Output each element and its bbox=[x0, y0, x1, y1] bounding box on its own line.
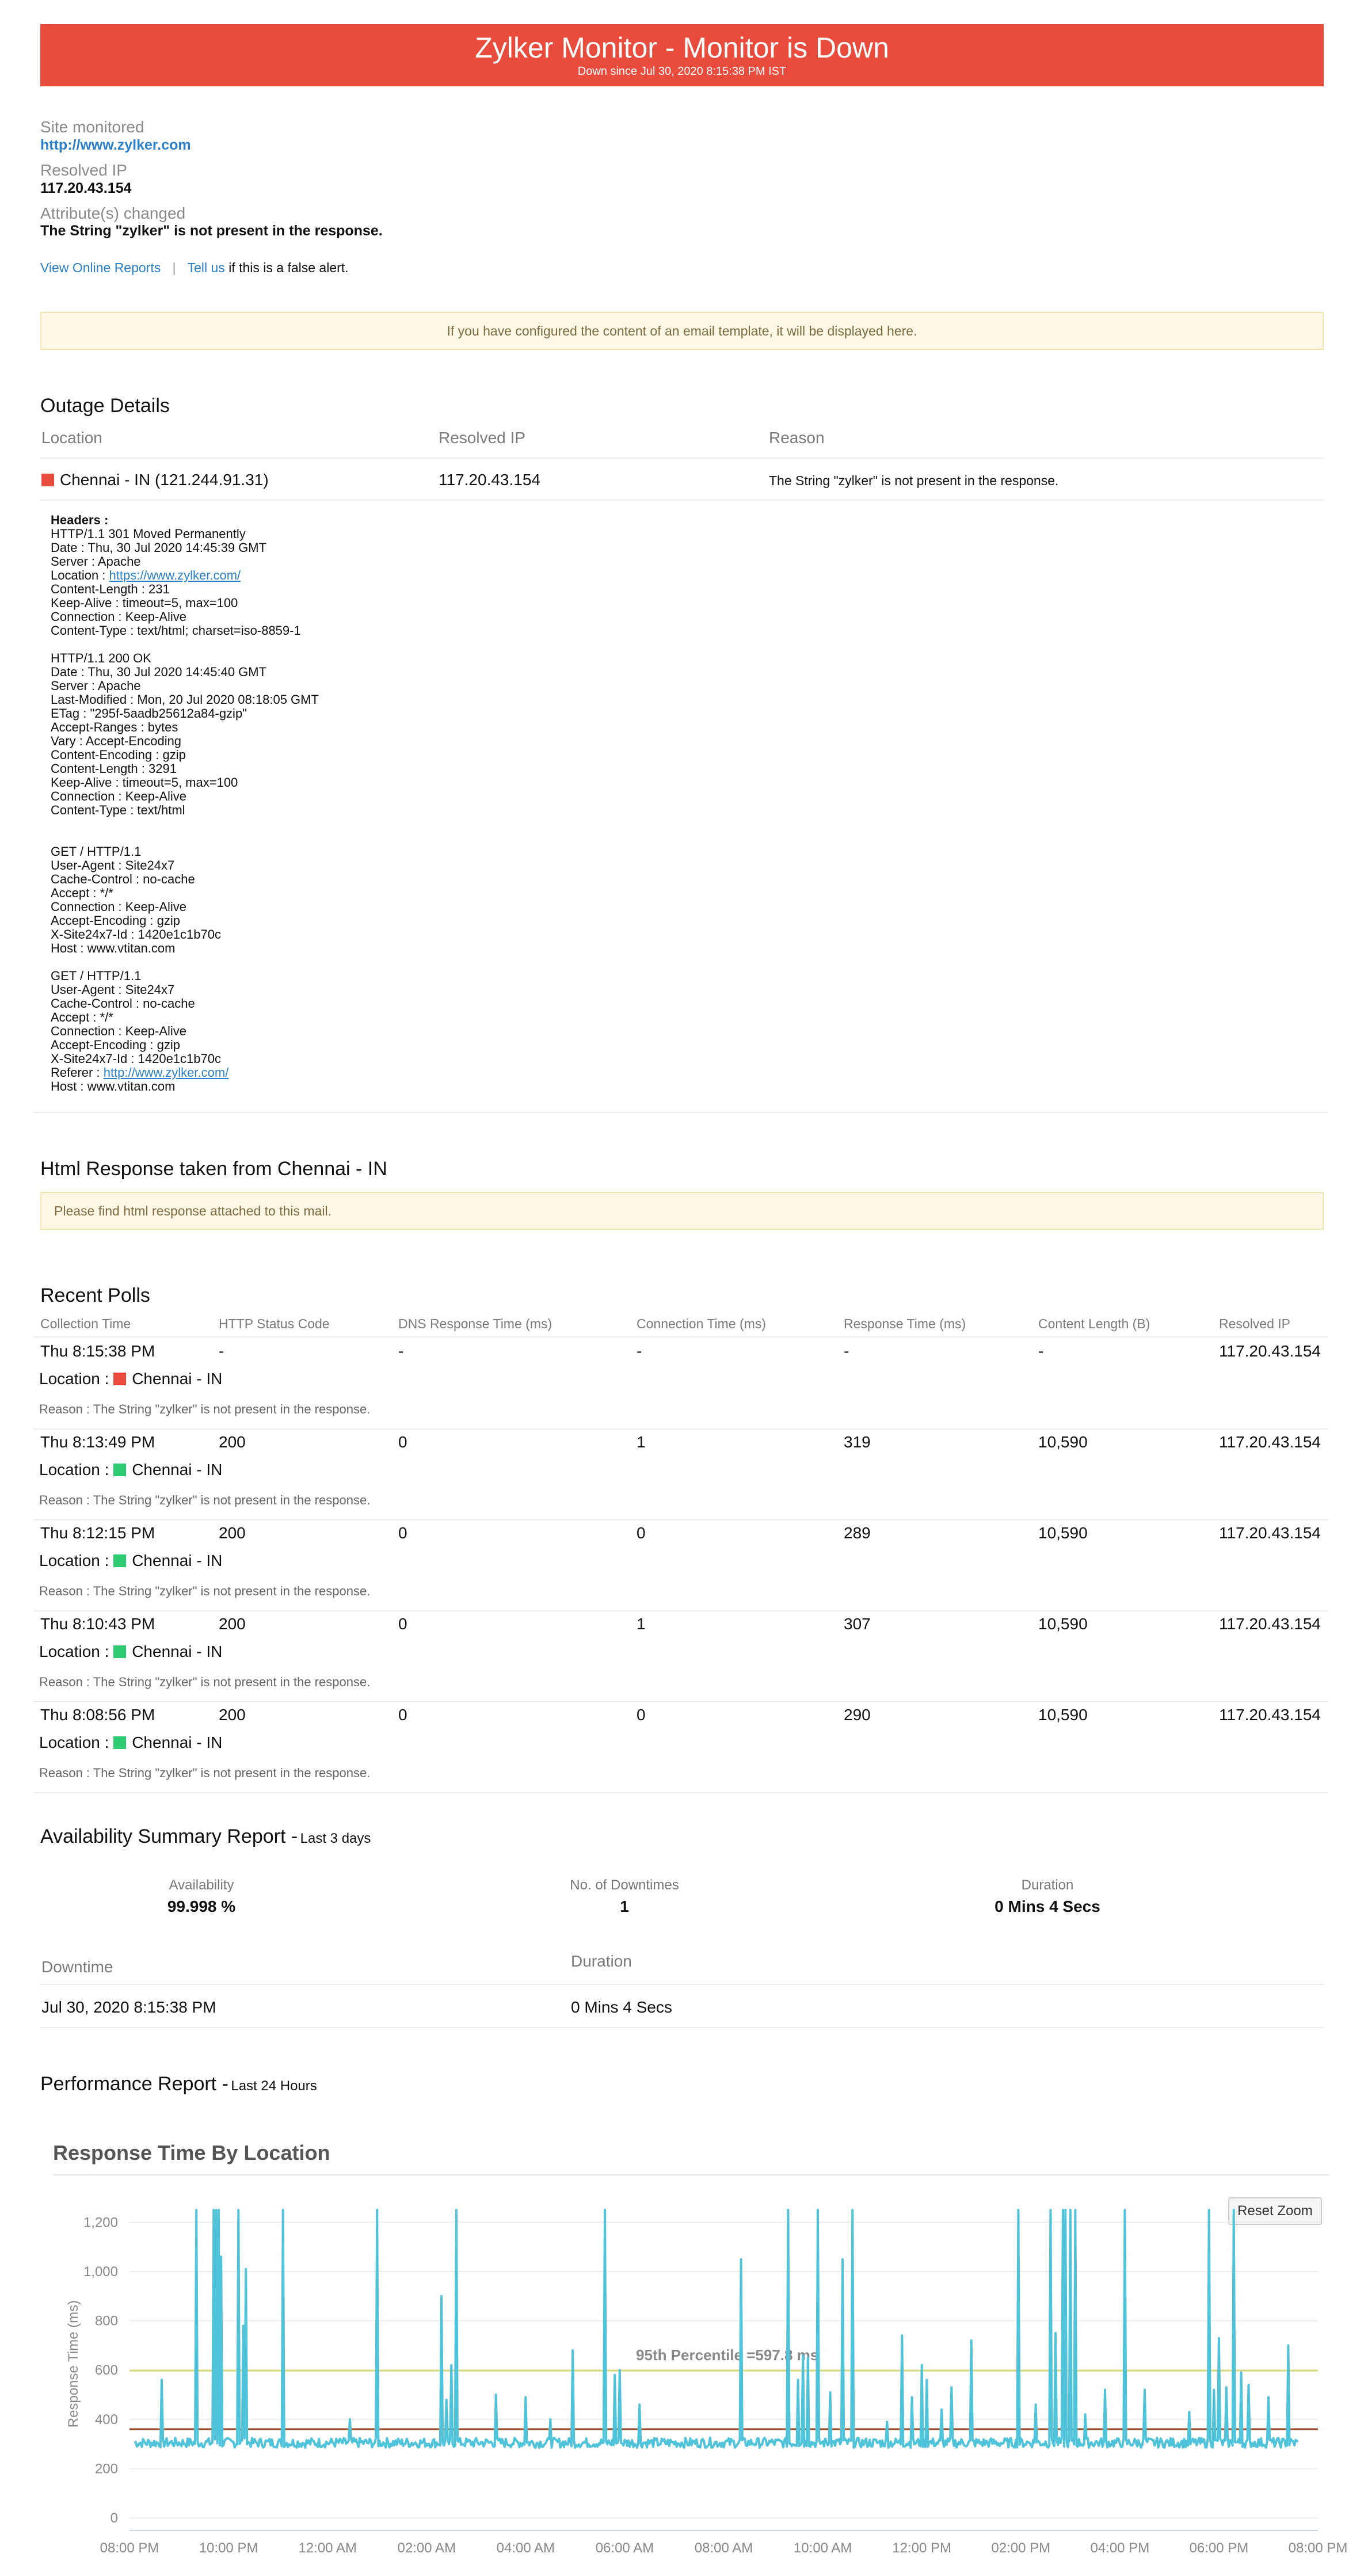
polls-col-header: Content Length (B) bbox=[1038, 1316, 1150, 1331]
poll-cell-time: Thu 8:08:56 PM bbox=[40, 1706, 155, 1724]
headers-block-4: GET / HTTP/1.1 User-Agent : Site24x7 Cache-Control : no-cache Accept : */* Connection : Keep-Alive Accept-Encoding : gzip X-Site24x7-Id : 1420e1c1b70c Referer : bbox=[51, 969, 221, 1080]
duration-value: 0 Mins 4 Secs bbox=[995, 1897, 1100, 1915]
headers-block-1-rest: Content-Length : 231 Keep-Alive : timeout=5, max=100 Connection : Keep-Alive Content-Type : text/html; charset=iso-8859-1 bbox=[51, 582, 301, 638]
poll-cell-dns: - bbox=[398, 1342, 404, 1360]
poll-location bbox=[39, 1733, 222, 1752]
performance-title: Performance Report - bbox=[40, 2073, 228, 2095]
x-tick-label: 08:00 PM bbox=[100, 2540, 159, 2556]
poll-location-prefix: Location : bbox=[39, 1643, 114, 1660]
x-tick-label: 02:00 AM bbox=[397, 2540, 456, 2556]
site-monitored-label: Site monitored bbox=[40, 118, 144, 136]
poll-cell-conn: 0 bbox=[637, 1706, 646, 1724]
y-tick-label: 600 bbox=[94, 2362, 118, 2379]
headers-block-4-rest: Host : www.vtitan.com bbox=[51, 1079, 176, 1093]
poll-cell-time: Thu 8:12:15 PM bbox=[40, 1524, 155, 1542]
availability-label: Availability bbox=[169, 1877, 234, 1893]
poll-cell-conn: 1 bbox=[637, 1433, 646, 1451]
duration-label: Duration bbox=[1021, 1877, 1074, 1893]
divider bbox=[33, 1610, 1328, 1611]
poll-reason: Reason : The String "zylker" is not present in the response. bbox=[39, 1493, 371, 1507]
redirect-location-link[interactable]: https://www.zylker.com/ bbox=[109, 568, 241, 582]
poll-reason: Reason : The String "zylker" is not present in the response. bbox=[39, 1766, 371, 1780]
x-tick-label: 12:00 PM bbox=[892, 2540, 952, 2556]
y-tick-label: 200 bbox=[94, 2461, 118, 2477]
divider bbox=[40, 500, 1324, 501]
y-tick-label: 0 bbox=[110, 2510, 118, 2526]
divider bbox=[40, 1984, 1324, 1985]
status-square bbox=[113, 1373, 126, 1385]
html-response-notice: Please find html response attached to this mail. bbox=[40, 1192, 1324, 1230]
response-time-chart[interactable] bbox=[0, 2187, 1364, 2576]
poll-location bbox=[39, 1643, 222, 1661]
x-tick-label: 10:00 AM bbox=[793, 2540, 852, 2556]
outage-reason: The String "zylker" is not present in the response. bbox=[769, 473, 1059, 488]
x-tick-label: 08:00 AM bbox=[694, 2540, 753, 2556]
link-separator: | bbox=[172, 260, 176, 275]
x-tick-label: 02:00 PM bbox=[991, 2540, 1051, 2556]
alert-title: Zylker Monitor - Monitor is Down bbox=[475, 32, 889, 64]
poll-cell-len: - bbox=[1038, 1342, 1044, 1360]
divider bbox=[33, 1519, 1328, 1521]
poll-reason: Reason : The String "zylker" is not present in the response. bbox=[39, 1402, 371, 1416]
poll-cell-status: 200 bbox=[219, 1706, 246, 1724]
alert-links bbox=[40, 260, 349, 276]
poll-location-prefix: Location : bbox=[39, 1733, 114, 1751]
poll-cell-time: Thu 8:13:49 PM bbox=[40, 1433, 155, 1451]
poll-cell-ip: 117.20.43.154 bbox=[1219, 1524, 1321, 1542]
polls-col-header: Collection Time bbox=[40, 1316, 131, 1331]
downtime-value: Jul 30, 2020 8:15:38 PM bbox=[41, 1998, 216, 2016]
polls-col-header: DNS Response Time (ms) bbox=[398, 1316, 553, 1331]
response-headers-block bbox=[51, 513, 319, 1093]
poll-cell-resp: - bbox=[844, 1342, 849, 1360]
downtime-col: Downtime bbox=[41, 1958, 113, 1976]
outage-location-text: Chennai - IN (121.244.91.31) bbox=[60, 471, 269, 489]
divider bbox=[33, 1336, 1328, 1337]
duration-col: Duration bbox=[571, 1952, 632, 1970]
poll-cell-ip: 117.20.43.154 bbox=[1219, 1615, 1321, 1633]
x-tick-label: 12:00 AM bbox=[298, 2540, 357, 2556]
poll-cell-conn: 1 bbox=[637, 1615, 646, 1633]
chart-title: Response Time By Location bbox=[53, 2141, 330, 2165]
divider bbox=[33, 1701, 1328, 1702]
poll-reason: Reason : The String "zylker" is not present in the response. bbox=[39, 1584, 371, 1598]
poll-location-name: Chennai - IN bbox=[132, 1370, 223, 1388]
status-square bbox=[113, 1645, 126, 1658]
poll-location-name: Chennai - IN bbox=[132, 1733, 223, 1751]
outage-ip: 117.20.43.154 bbox=[439, 471, 540, 489]
status-square bbox=[113, 1554, 126, 1567]
polls-col-header: Resolved IP bbox=[1219, 1316, 1291, 1331]
poll-cell-status: - bbox=[219, 1342, 224, 1360]
x-tick-label: 08:00 PM bbox=[1288, 2540, 1348, 2556]
poll-cell-conn: - bbox=[637, 1342, 642, 1360]
poll-location bbox=[39, 1552, 222, 1570]
attributes-changed-value: The String "zylker" is not present in the response. bbox=[40, 223, 383, 239]
response-time-series-line bbox=[135, 2210, 1298, 2448]
poll-location-prefix: Location : bbox=[39, 1370, 114, 1388]
poll-cell-dns: 0 bbox=[398, 1615, 407, 1633]
false-alert-text: if this is a false alert. bbox=[228, 260, 349, 275]
headers-block-1: HTTP/1.1 301 Moved Permanently Date : Thu, 30 Jul 2020 14:45:39 GMT Server : Apache Location : bbox=[51, 527, 267, 582]
poll-cell-dns: 0 bbox=[398, 1433, 407, 1451]
downtimes-value: 1 bbox=[620, 1897, 629, 1915]
referer-link[interactable]: http://www.zylker.com/ bbox=[103, 1065, 229, 1080]
poll-location bbox=[39, 1370, 222, 1388]
availability-heading bbox=[40, 1826, 371, 1848]
attributes-changed-label: Attribute(s) changed bbox=[40, 204, 186, 222]
performance-heading bbox=[40, 2073, 317, 2095]
y-tick-label: 400 bbox=[94, 2411, 118, 2428]
status-square bbox=[113, 1736, 126, 1749]
poll-cell-dns: 0 bbox=[398, 1706, 407, 1724]
poll-cell-resp: 290 bbox=[844, 1706, 871, 1724]
poll-cell-len: 10,590 bbox=[1038, 1433, 1088, 1451]
availability-range: Last 3 days bbox=[300, 1831, 371, 1846]
email-template-notice: If you have configured the content of an email template, it will be displayed here. bbox=[40, 312, 1324, 350]
polls-col-header: Connection Time (ms) bbox=[637, 1316, 766, 1331]
down-status-square bbox=[41, 474, 54, 486]
outage-col-reason: Reason bbox=[769, 429, 825, 447]
recent-polls-title: Recent Polls bbox=[40, 1285, 150, 1306]
chart-title-divider bbox=[53, 2174, 1329, 2175]
poll-cell-ip: 117.20.43.154 bbox=[1219, 1433, 1321, 1451]
poll-reason: Reason : The String "zylker" is not present in the response. bbox=[39, 1675, 371, 1689]
headers-label: Headers : bbox=[51, 513, 109, 527]
tell-us-link[interactable]: Tell us bbox=[187, 260, 225, 275]
x-tick-label: 10:00 PM bbox=[199, 2540, 258, 2556]
outage-location bbox=[41, 471, 269, 489]
poll-cell-resp: 319 bbox=[844, 1433, 871, 1451]
outage-details-title: Outage Details bbox=[40, 395, 170, 417]
divider bbox=[33, 1792, 1328, 1793]
alert-banner bbox=[40, 24, 1324, 86]
y-tick-label: 1,000 bbox=[83, 2264, 118, 2280]
performance-range: Last 24 Hours bbox=[231, 2078, 317, 2094]
reset-zoom-button[interactable]: Reset Zoom bbox=[1228, 2197, 1322, 2225]
poll-cell-time: Thu 8:15:38 PM bbox=[40, 1342, 155, 1360]
y-axis-label: Response Time (ms) bbox=[66, 2300, 81, 2428]
x-tick-label: 04:00 AM bbox=[496, 2540, 555, 2556]
poll-location bbox=[39, 1461, 222, 1479]
poll-cell-ip: 117.20.43.154 bbox=[1219, 1706, 1321, 1724]
poll-cell-time: Thu 8:10:43 PM bbox=[40, 1615, 155, 1633]
poll-cell-resp: 307 bbox=[844, 1615, 871, 1633]
availability-value: 99.998 % bbox=[167, 1897, 236, 1915]
poll-location-name: Chennai - IN bbox=[132, 1552, 223, 1569]
poll-cell-status: 200 bbox=[219, 1615, 246, 1633]
poll-location-name: Chennai - IN bbox=[132, 1643, 223, 1660]
resolved-ip-value: 117.20.43.154 bbox=[40, 180, 132, 196]
divider bbox=[33, 1112, 1328, 1113]
view-online-reports-link[interactable]: View Online Reports bbox=[40, 260, 161, 275]
outage-col-resolved-ip: Resolved IP bbox=[439, 429, 525, 447]
poll-cell-len: 10,590 bbox=[1038, 1706, 1088, 1724]
percentile-label: 95th Percentile =597.8 ms bbox=[636, 2346, 819, 2364]
headers-block-3: GET / HTTP/1.1 User-Agent : Site24x7 Cache-Control : no-cache Accept : */* Connection : Keep-Alive Accept-Encoding : gzip X-Site24x7-Id : 1420e1c1b70c Host : www.vtitan.com bbox=[51, 844, 221, 955]
y-tick-label: 1,200 bbox=[83, 2215, 118, 2231]
downtimes-label: No. of Downtimes bbox=[570, 1877, 679, 1893]
poll-cell-resp: 289 bbox=[844, 1524, 871, 1542]
html-response-title: Html Response taken from Chennai - IN bbox=[40, 1158, 387, 1180]
alert-subtitle: Down since Jul 30, 2020 8:15:38 PM IST bbox=[577, 65, 787, 78]
poll-location-name: Chennai - IN bbox=[132, 1461, 223, 1478]
poll-cell-len: 10,590 bbox=[1038, 1615, 1088, 1633]
poll-location-prefix: Location : bbox=[39, 1461, 114, 1478]
poll-cell-conn: 0 bbox=[637, 1524, 646, 1542]
poll-cell-status: 200 bbox=[219, 1433, 246, 1451]
poll-cell-status: 200 bbox=[219, 1524, 246, 1542]
divider bbox=[40, 458, 1324, 459]
availability-title: Availability Summary Report - bbox=[40, 1826, 298, 1847]
resolved-ip-label: Resolved IP bbox=[40, 161, 127, 179]
x-tick-label: 06:00 PM bbox=[1189, 2540, 1249, 2556]
poll-cell-ip: 117.20.43.154 bbox=[1219, 1342, 1321, 1360]
headers-block-2: HTTP/1.1 200 OK Date : Thu, 30 Jul 2020 14:45:40 GMT Server : Apache Last-Modified : Mon, 20 Jul 2020 08:18:05 GMT ETag : "295f-5aadb25612a84-gzip" Accept-Ranges : bytes Vary : Accept-Encoding Content-Encoding : gzip Content-Length : 3291 Keep-Alive : timeout=5, max=100 Connection : Keep-Alive Content-Type : text/html bbox=[51, 651, 319, 817]
poll-cell-dns: 0 bbox=[398, 1524, 407, 1542]
polls-col-header: Response Time (ms) bbox=[844, 1316, 966, 1331]
x-tick-label: 04:00 PM bbox=[1090, 2540, 1150, 2556]
divider bbox=[40, 2027, 1324, 2028]
x-tick-label: 06:00 AM bbox=[595, 2540, 654, 2556]
divider bbox=[33, 1428, 1328, 1430]
status-square bbox=[113, 1464, 126, 1476]
outage-col-location: Location bbox=[41, 429, 102, 447]
site-url-link[interactable]: http://www.zylker.com bbox=[40, 137, 191, 153]
y-tick-label: 800 bbox=[94, 2313, 118, 2329]
poll-cell-len: 10,590 bbox=[1038, 1524, 1088, 1542]
downtime-duration-value: 0 Mins 4 Secs bbox=[571, 1998, 672, 2016]
poll-location-prefix: Location : bbox=[39, 1552, 114, 1569]
polls-col-header: HTTP Status Code bbox=[219, 1316, 330, 1331]
